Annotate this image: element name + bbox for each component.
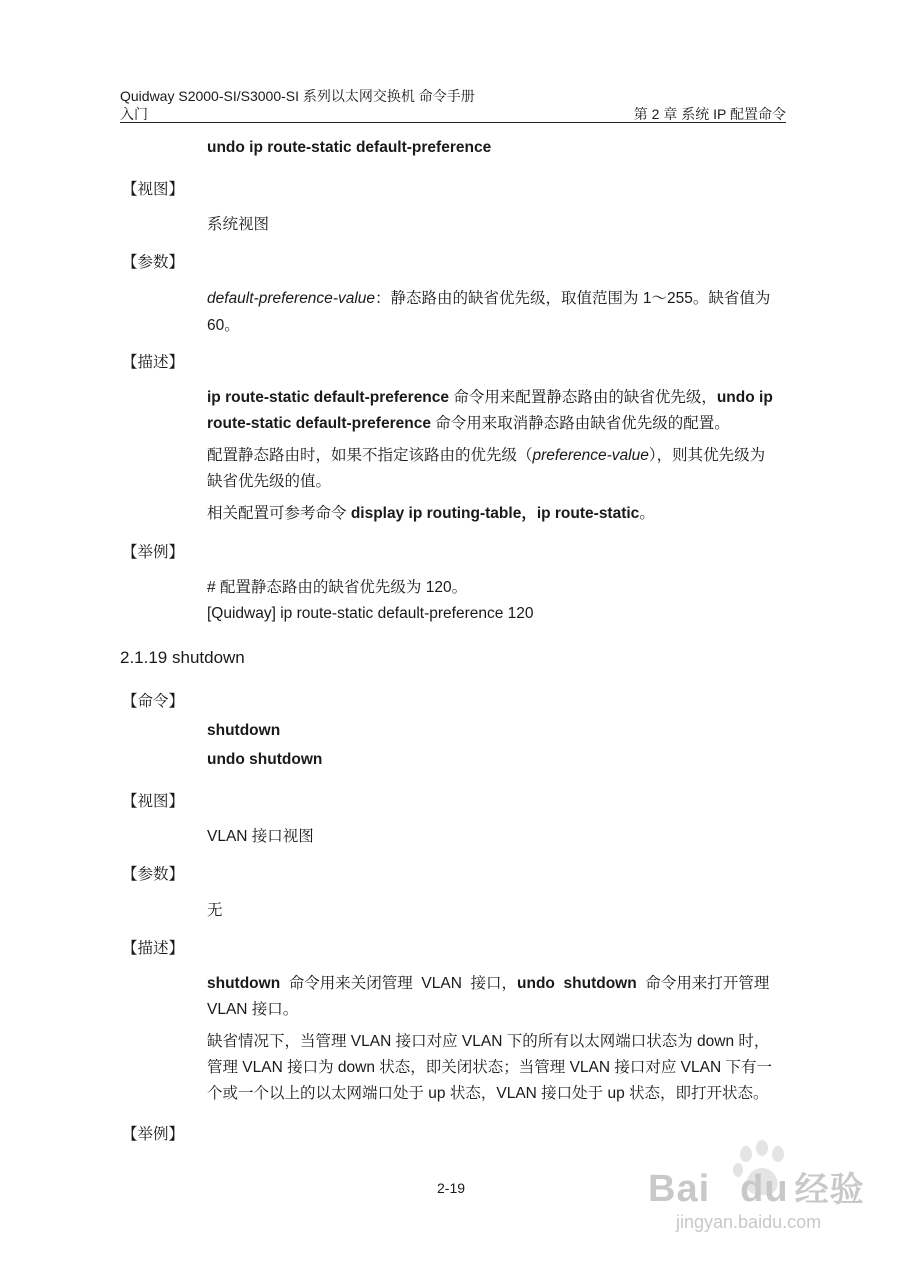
desc3-text-b: 。: [639, 505, 655, 522]
params-label-2: 【参数】: [122, 866, 185, 883]
params-label: 【参数】: [122, 254, 185, 271]
header-section: 入门: [120, 106, 148, 122]
view-text-2: VLAN 接口视图: [207, 828, 314, 845]
section-heading-shutdown: 2.1.19 shutdown: [120, 648, 245, 667]
sec2-desc2-line-2: 管理 VLAN 接口为 down 状态，即关闭状态；当管理 VLAN 接口对应 VLAN 下有一: [207, 1059, 772, 1076]
command-shutdown: shutdown: [207, 722, 281, 739]
header-chapter: 第 2 章 系统 IP 配置命令: [633, 106, 786, 122]
desc1-line-1: [207, 385, 773, 407]
watermark-bai: Bai: [648, 1168, 711, 1210]
desc1-cmd-cont: route-static default-preference: [207, 415, 431, 432]
example-label-2: 【举例】: [122, 1126, 185, 1143]
param-line-1: [207, 286, 770, 308]
params-text-2: 无: [207, 902, 223, 919]
watermark-url: jingyan.baidu.com: [676, 1212, 822, 1232]
example-label: 【举例】: [122, 544, 185, 561]
desc2-param: preference-value: [532, 447, 649, 464]
header-rule: [120, 122, 786, 123]
watermark-du: du: [740, 1168, 789, 1210]
view-text: 系统视图: [207, 216, 270, 233]
desc2-line-2: 缺省优先级的值。: [207, 473, 332, 490]
desc2-text-a: 配置静态路由时，如果不指定该路由的优先级（: [207, 447, 533, 464]
desc1-text: 命令用来配置静态路由的缺省优先级，: [449, 389, 717, 406]
sec2-desc1-text: 命令用来关闭管理 VLAN 接口，: [280, 975, 518, 992]
sec2-desc1-line-1: [207, 971, 769, 993]
desc1-line-2: [207, 411, 730, 433]
desc1-text-2: 命令用来取消静态路由缺省优先级的配置。: [430, 415, 730, 432]
view-label-2: 【视图】: [122, 793, 185, 810]
desc2-line-1: [207, 443, 765, 465]
desc1-cmd: ip route-static default-preference: [207, 389, 450, 406]
command-undo-shutdown: undo shutdown: [207, 751, 323, 768]
watermark-brand: [648, 1162, 865, 1211]
param-name: default-preference-value: [207, 290, 376, 307]
example-command: [Quidway] ip route-static default-preference 120: [207, 605, 534, 622]
example-comment: # 配置静态路由的缺省优先级为 120。: [207, 579, 468, 596]
command-undo-default-preference: undo ip route-static default-preference: [207, 139, 492, 156]
desc-label-2: 【描述】: [122, 940, 185, 957]
sec2-cmd-undo: undo shutdown: [517, 975, 637, 992]
desc3-line: [207, 501, 655, 523]
desc3-cmds: display ip routing-table，ip route-static: [350, 505, 640, 522]
cmd-label: 【命令】: [122, 693, 185, 710]
sec2-desc2-line-1: 缺省情况下，当管理 VLAN 接口对应 VLAN 下的所有以太网端口状态为 down 时，: [207, 1033, 770, 1050]
sec2-desc2-line-3: 个或一个以上的以太网端口处于 up 状态，VLAN 接口处于 up 状态，即打开状态。: [207, 1085, 769, 1102]
watermark-jingyan: 经验: [794, 1171, 865, 1209]
sec2-cmd-shutdown: shutdown: [207, 975, 281, 992]
desc3-text-a: 相关配置可参考命令: [207, 505, 351, 522]
sec2-desc1-text-2: 命令用来打开管理: [636, 975, 770, 992]
param-line-2: 60。: [207, 317, 240, 334]
desc2-text-b: ），则其优先级为: [648, 447, 766, 464]
header-title: Quidway S2000-SI/S3000-SI 系列以太网交换机 命令手册: [120, 88, 475, 104]
page-number: 2-19: [437, 1180, 466, 1196]
desc1-cmd-undo: undo ip: [716, 389, 773, 406]
param-desc: ：静态路由的缺省优先级，取值范围为 1～255。缺省值为: [375, 290, 771, 307]
desc-label: 【描述】: [122, 354, 185, 371]
view-label: 【视图】: [122, 181, 185, 198]
sec2-desc1-line-2: VLAN 接口。: [207, 1001, 299, 1018]
